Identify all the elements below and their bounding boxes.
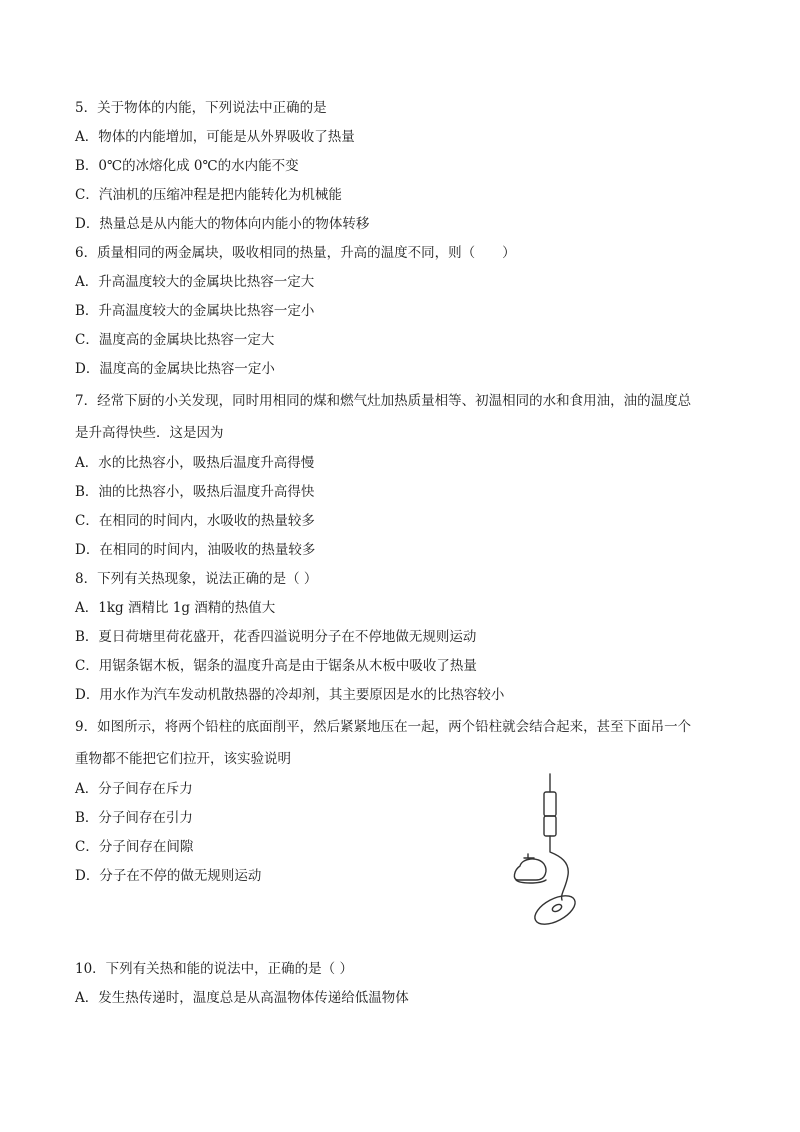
question-8-stem: 8．下列有关热现象，说法正确的是（ ） [75,571,318,587]
question-7-stem-line-2: 是升高得快些．这是因为 [75,425,224,441]
question-8-option-d: D．用水作为汽车发动机散热器的冷却剂，其主要原因是水的比热容较小 [75,687,505,703]
connecting-wire [550,836,568,900]
upper-lead-cylinder [544,792,556,816]
question-5-stem: 5．关于物体的内能，下列说法中正确的是 [75,100,327,116]
question-9-option-a: A．分子间存在斥力 [75,781,193,797]
question-6-stem: 6．质量相同的两金属块，吸收相同的热量，升高的温度不同，则（ ） [75,245,516,261]
question-7-option-d: D．在相同的时间内，油吸收的热量较多 [75,542,316,558]
question-5-option-b: B．0℃的冰熔化成 0℃的水内能不变 [75,158,299,174]
question-9-option-d: D．分子在不停的做无规则运动 [75,868,262,884]
oval-plate [530,890,579,930]
question-5-option-d: D．热量总是从内能大的物体向内能小的物体转移 [75,216,370,232]
question-10-stem: 10．下列有关热和能的说法中，正确的是（ ） [75,961,353,977]
weight-hook [524,854,534,858]
question-9-stem-line-1: 9．如图所示，将两个铅柱的底面削平，然后紧紧地压在一起，两个铅柱就会结合起来，甚至下面吊一个 [75,719,692,735]
question-5-option-a: A．物体的内能增加，可能是从外界吸收了热量 [75,129,355,145]
question-8-option-a: A．1kg 酒精比 1g 酒精的热值大 [75,600,276,616]
question-5-option-c: C．汽油机的压缩冲程是把内能转化为机械能 [75,187,342,203]
question-9-option-c: C．分子间存在间隙 [75,839,194,855]
question-8-option-c: C．用锯条锯木板，锯条的温度升高是由于锯条从木板中吸收了热量 [75,658,477,674]
question-8-option-b: B．夏日荷塘里荷花盛开，花香四溢说明分子在不停地做无规则运动 [75,629,477,645]
question-7-option-a: A．水的比热容小，吸热后温度升高得慢 [75,455,315,471]
lead-cylinders-figure [500,770,590,935]
question-7-option-c: C．在相同的时间内，水吸收的热量较多 [75,513,315,529]
question-6-option-c: C．温度高的金属块比热容一定大 [75,332,275,348]
plate-hole [551,903,563,913]
question-7-option-b: B．油的比热容小，吸热后温度升高得快 [75,484,315,500]
question-7-stem-line-1: 7．经常下厨的小关发现，同时用相同的煤和燃气灶加热质量相等、初温相同的水和食用油，油的温度总 [75,393,692,409]
question-6-option-b: B．升高温度较大的金属块比热容一定小 [75,303,315,319]
lower-lead-cylinder [544,816,556,836]
question-6-option-d: D．温度高的金属块比热容一定小 [75,361,275,377]
weight-body [514,859,546,880]
question-10-option-a: A．发生热传递时，温度总是从高温物体传递给低温物体 [75,990,409,1006]
question-6-option-a: A．升高温度较大的金属块比热容一定大 [75,274,315,290]
question-9-stem-line-2: 重物都不能把它们拉开，该实验说明 [75,751,291,767]
question-9-option-b: B．分子间存在引力 [75,810,193,826]
